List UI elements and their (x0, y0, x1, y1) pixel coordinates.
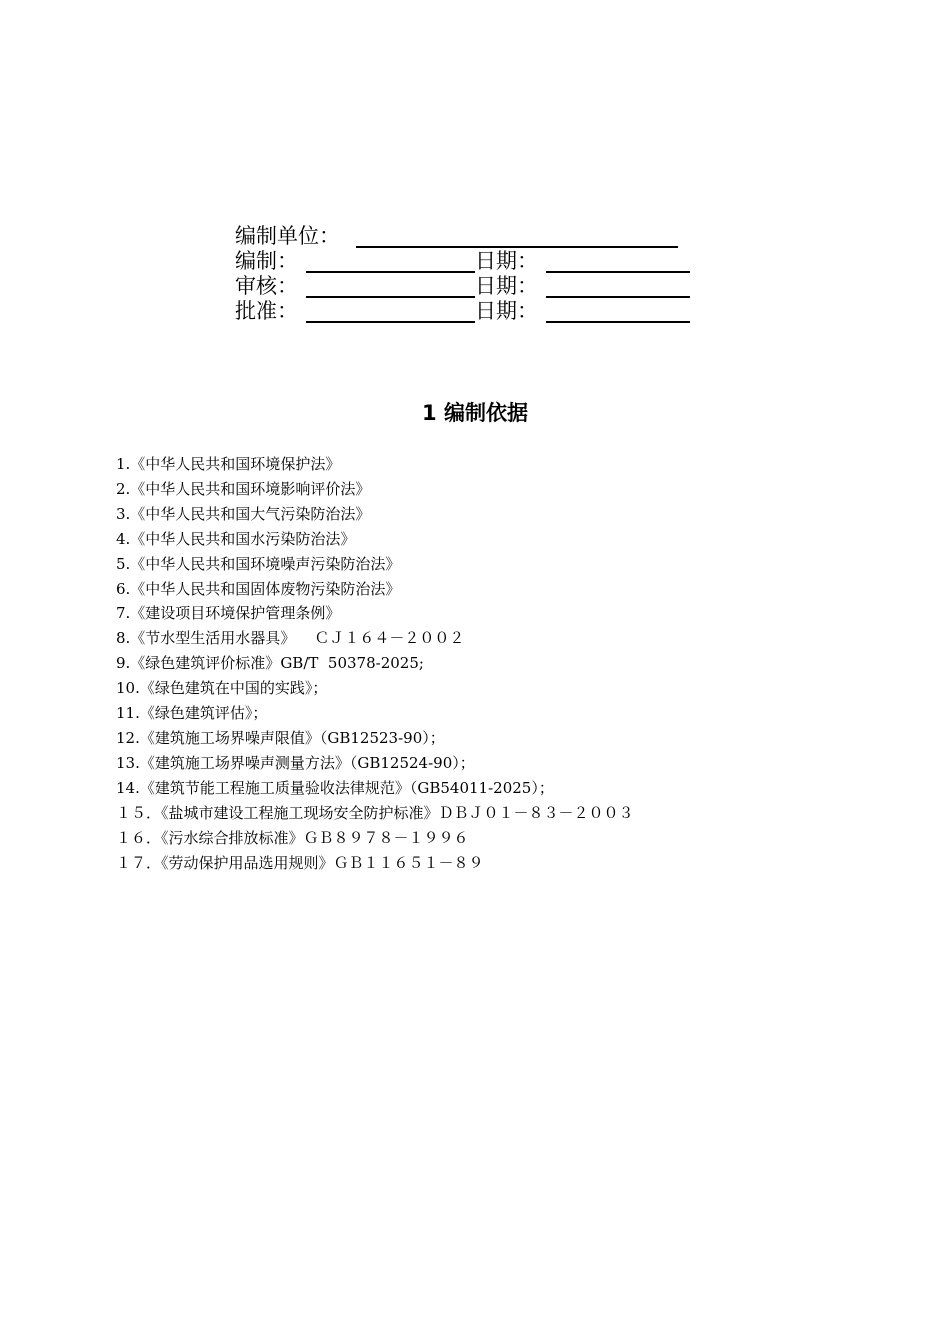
list-item: 14.《建筑节能工程施工质量验收法律规范》（GB54011-2025）； (116, 778, 554, 797)
compile-blank (306, 249, 475, 273)
list-item: 11.《绿色建筑评估》； (116, 704, 268, 723)
review-blank (306, 274, 475, 298)
compile-date-label: 日期： (475, 249, 538, 273)
list-item: 13.《建筑施工场界噪声测量方法》（GB12524-90）； (116, 753, 475, 772)
list-item: １７．《劳动保护用品选用规则》ＧＢ１１６５１－８９ (116, 853, 484, 872)
approve-blank (306, 299, 475, 323)
list-item: 5.《中华人民共和国环境噪声污染防治法》 (116, 554, 401, 573)
approve-date-blank (546, 299, 690, 323)
reference-list (116, 452, 634, 875)
list-item: １５．《盐城市建设工程施工现场安全防护标准》ＤＢＪ０１－８３－２００３ (116, 803, 634, 822)
review-date-label: 日期： (475, 274, 538, 298)
review-label: 审核： (235, 274, 298, 298)
list-item: 7.《建设项目环境保护管理条例》 (116, 604, 341, 623)
list-item: 8.《节水型生活用水器具》 ＣＪ１６４－２００２ (116, 629, 465, 648)
list-item: 6.《中华人民共和国固体废物污染防治法》 (116, 579, 401, 598)
section-heading: 1 编制依据 (422, 401, 528, 425)
unit-blank (356, 224, 678, 248)
approve-label: 批准： (235, 299, 298, 323)
approve-date-label: 日期： (475, 299, 538, 323)
review-date-blank (546, 274, 690, 298)
list-item: 2.《中华人民共和国环境影响评价法》 (116, 479, 371, 498)
list-item: 1.《中华人民共和国环境保护法》 (116, 455, 341, 473)
list-item: 10.《绿色建筑在中国的实践》； (116, 679, 328, 698)
list-item: 3.《中华人民共和国大气污染防治法》 (116, 504, 371, 523)
unit-label: 编制单位： (235, 224, 340, 248)
list-item: 9.《绿色建筑评价标准》GB/T 50378-2025; (116, 654, 424, 673)
compile-date-blank (546, 249, 690, 273)
list-item: １６．《污水综合排放标准》ＧＢ８９７８－１９９６ (116, 828, 469, 847)
list-item: 12.《建筑施工场界噪声限值》（GB12523-90）； (116, 728, 445, 747)
compile-label: 编制： (235, 249, 298, 273)
list-item: 4.《中华人民共和国水污染防治法》 (116, 529, 356, 548)
